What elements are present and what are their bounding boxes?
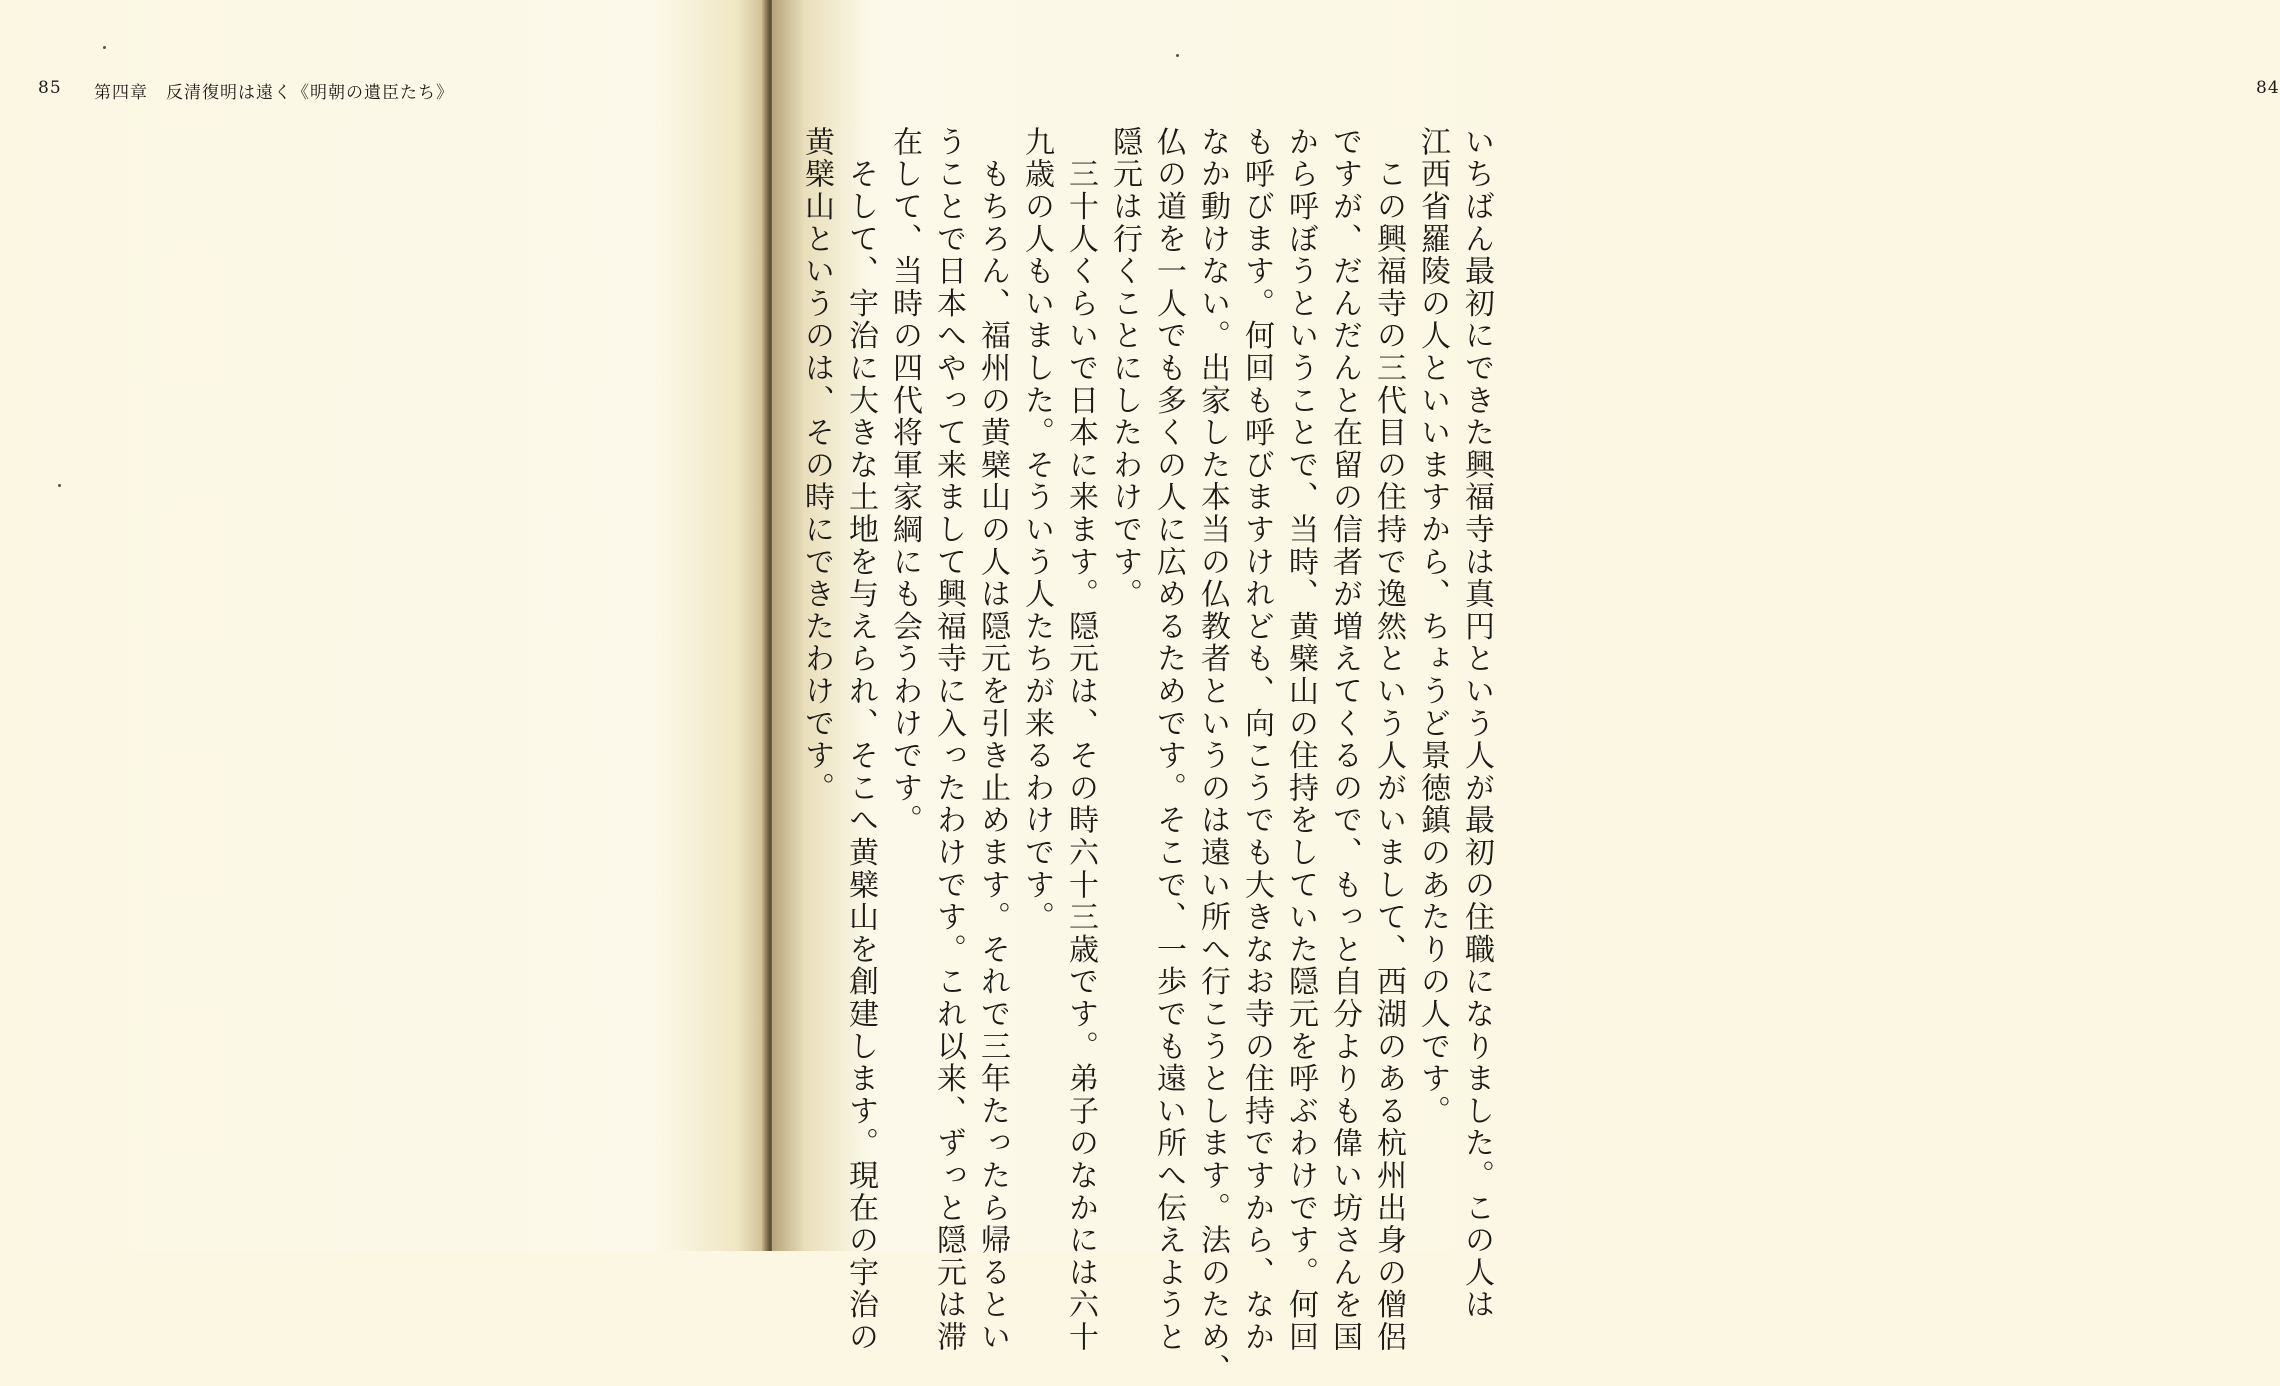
left-page bbox=[0, 0, 768, 1251]
running-head: 第四章 反清復明は遠く《明朝の遺臣たち》 bbox=[94, 83, 454, 103]
dust-speck bbox=[103, 46, 106, 49]
right-page-body: いちばん最初にできた興福寺は真円という人が最初の住職になりました。この人は 江西省羅陵の人といいますから、ちょうど景徳鎮のあたりの人です。 この興福寺の三代目の住持で逸然という人がいまして、西湖のある杭州出身の僧侶 ですが、だんだんと在留の信者が増えてくるので、もっと自分よりも偉い坊さんを国 から呼ぼうということで、当時、黄檗山の住持をしていた隠元を呼ぶわけです。何回 も呼びます。何回も呼びますけれども、向こうでも大きなお寺の住持ですから、なか なか動けない。出家した本当の仏教者というのは遠い所へ行こうとします。法のため、 仏の道を一人でも多くの人に広めるためです。そこで、一歩でも遠い所へ伝えようと 隠元は行くことにしたわけです。 三十人くらいで日本に来ます。隠元は、その時六十三歳です。弟子のなかには六十 九歳の人もいました。そういう人たちが来るわけです。 もちろん、福州の黄檗山の人は隠元を引き止めます。それで三年たったら帰るとい うことで日本へやって来まして興福寺に入ったわけです。これ以来、ずっと隠元は滞 在して、当時の四代将軍家綱にも会うわけです。 そして、宇治に大きな土地を与えられ、そこへ黄檗山を創建します。現在の宇治の 黄檗山というのは、その時にできたわけです。 bbox=[799, 126, 1494, 1386]
dust-speck bbox=[58, 484, 61, 487]
page-number-left: 85 bbox=[38, 78, 62, 98]
dust-speck bbox=[1176, 54, 1179, 57]
page-number-right: 84 bbox=[2256, 78, 2280, 98]
right-page bbox=[772, 0, 2280, 1386]
